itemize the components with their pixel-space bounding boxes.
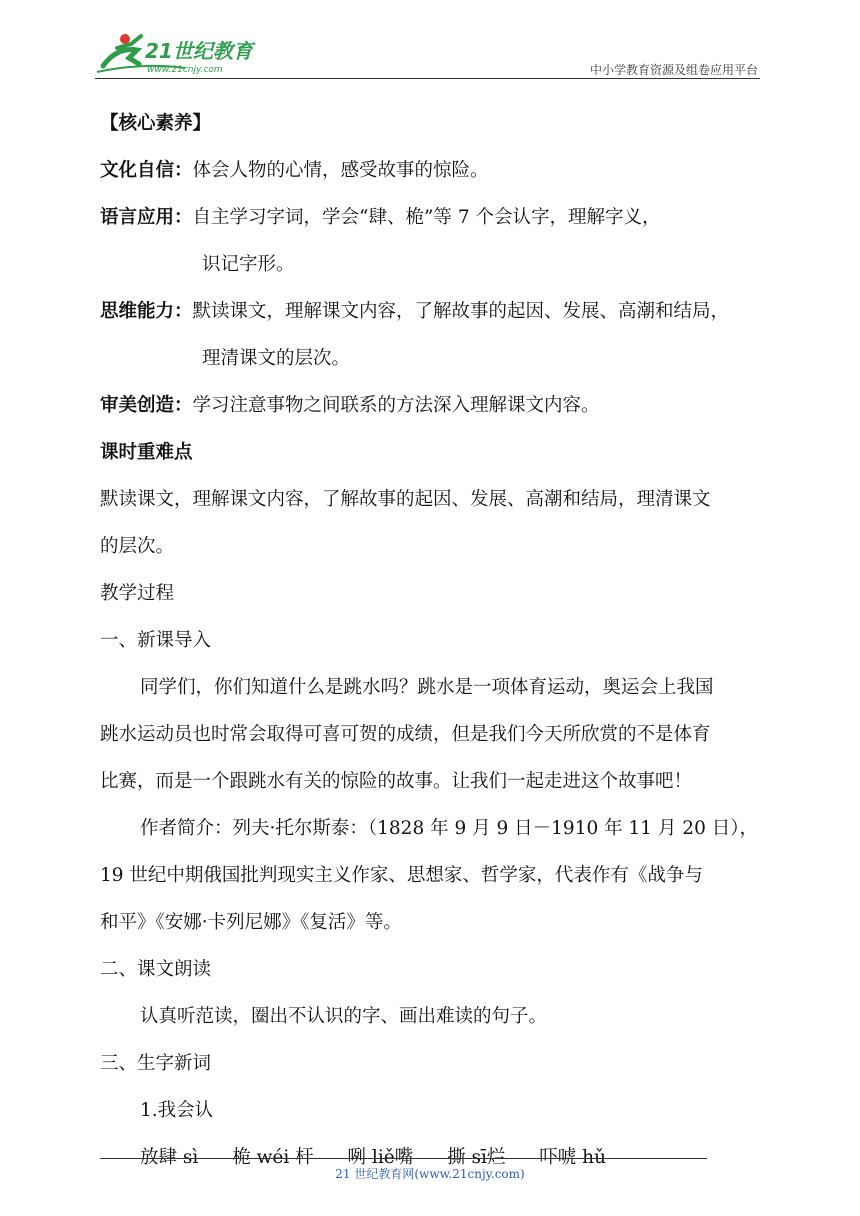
difficulty-heading: 课时重难点 (100, 442, 193, 463)
section-2-title: 二、课文朗读 (100, 959, 212, 980)
difficulty-line-2: 的层次。 (100, 536, 175, 557)
logo-21cnjy (95, 30, 265, 76)
core-item-thinking-cont: 理清课文的层次。 (202, 348, 351, 369)
footer-link[interactable]: 21 世纪教育网(www.21cnjy.com) (335, 1167, 525, 1181)
subsection-recognize: 1.我会认 (140, 1100, 214, 1121)
document-body (100, 100, 765, 1181)
difficulty-line-1: 默读课文，理解课文内容，了解故事的起因、发展、高潮和结局，理清课文 (100, 489, 711, 510)
process-heading: 教学过程 (100, 583, 175, 604)
core-heading: 【核心素养】 (100, 113, 212, 134)
section-1-title: 一、新课导入 (100, 630, 212, 651)
core-item-language-cont: 识记字形。 (202, 254, 295, 275)
core-item-language: 语言应用：自主学习字词，学会“肆、桅”等 7 个会认字，理解字义， (100, 207, 661, 228)
core-item-aesthetic: 审美创造：学习注意事物之间联系的方法深入理解课文内容。 (100, 395, 600, 416)
core-item-thinking: 思维能力：默读课文，理解课文内容，了解故事的起因、发展、高潮和结局， (100, 301, 730, 322)
word-item: 吓唬 hǔ (539, 1147, 607, 1168)
footer-divider (100, 1158, 707, 1159)
page-header (95, 30, 760, 80)
word-item: 放肆 sì (140, 1147, 199, 1168)
svg-text:21世纪教育: 21世纪教育 (145, 39, 253, 63)
intro-paragraph-line-3: 比赛，而是一个跟跳水有关的惊险的故事。让我们一起走进这个故事吧！ (100, 771, 693, 792)
author-paragraph-line-1: 作者简介：列夫·托尔斯泰：（1828 年 9 月 9 日－1910 年 11 月 20 日）， (140, 818, 758, 839)
intro-paragraph-line-1: 同学们，你们知道什么是跳水吗？跳水是一项体育运动，奥运会上我国 (140, 677, 714, 698)
intro-paragraph-line-2: 跳水运动员也时常会取得可喜可贺的成绩，但是我们今天所欣赏的不是体育 (100, 724, 711, 745)
author-paragraph-line-3: 和平》《安娜·卡列尼娜》《复活》等。 (100, 912, 402, 933)
word-item: 撕 sī烂 (447, 1147, 506, 1168)
word-item: 桅 wéi 杆 (232, 1147, 314, 1168)
word-item: 咧 liě嘴 (347, 1147, 414, 1168)
section-3-title: 三、生字新词 (100, 1053, 212, 1074)
svg-text:www.21cnjy.com: www.21cnjy.com (147, 65, 223, 75)
author-paragraph-line-2: 19 世纪中期俄国批判现实主义作家、思想家、哲学家，代表作有《战争与 (100, 865, 703, 886)
reading-instruction: 认真听范读，圈出不认识的字、画出难读的句子。 (140, 1006, 548, 1027)
platform-name: 中小学教育资源及组卷应用平台 (589, 63, 758, 77)
core-item-culture: 文化自信：体会人物的心情，感受故事的惊险。 (100, 160, 489, 181)
header-divider (95, 78, 760, 79)
